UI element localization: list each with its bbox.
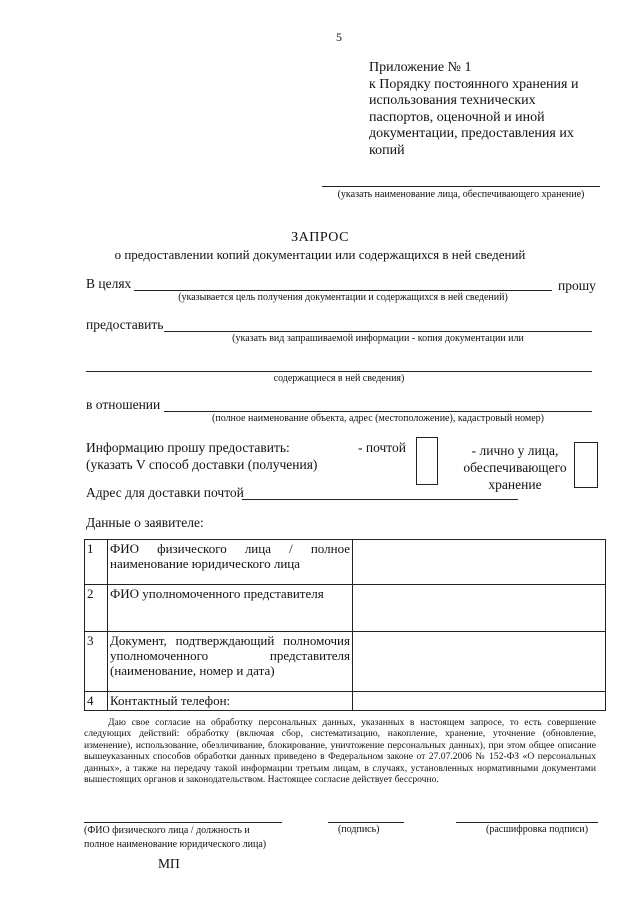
annex-header xyxy=(369,60,609,159)
row-number: 4 xyxy=(85,692,108,711)
signature-caption: (подпись) xyxy=(338,824,380,835)
applicant-table xyxy=(84,539,606,711)
purpose-after-label: прошу xyxy=(558,278,596,293)
delivery-personal-checkbox[interactable] xyxy=(574,442,598,488)
row-number: 1 xyxy=(85,540,108,585)
name-caption-line: полное наименование юридического лица) xyxy=(84,839,267,850)
provide-label: предоставить xyxy=(86,317,164,332)
signature-field[interactable] xyxy=(328,822,404,823)
annex-line: Приложение № 1 xyxy=(369,60,472,75)
applicant-heading: Данные о заявителе: xyxy=(86,515,204,530)
row-label: Контактный телефон: xyxy=(108,692,353,711)
table-row xyxy=(85,540,606,585)
provide-field-continued[interactable] xyxy=(86,371,592,372)
name-caption xyxy=(84,824,266,852)
address-field[interactable] xyxy=(242,499,518,500)
provide-field[interactable] xyxy=(164,331,592,332)
delivery-personal-line: обеспечивающего xyxy=(463,460,567,475)
row-number: 2 xyxy=(85,585,108,632)
consent-text: Даю свое согласие на обработку персональных данных, указанных в настоящем запросе, то есть совершение следующих действий: обработку (включая сбор, систематизацию, накопление, хранение, уточнение (обновление, изменение), использование, обезличивание, блокирование, уничтожение персональных данных), при этом общее описание вышеуказанных способов обработки данных приведено в Федеральном законе от 27.07.2006 № 152-ФЗ «О персональных данных», а также на передачу такой информации третьим лицам, в случаях, установленных нормативными документами вышестоящих органов и законодательством. Настоящее согласие действует бессрочно. xyxy=(84,717,596,786)
holder-caption: (указать наименование лица, обеспечивающего хранение) xyxy=(337,189,585,200)
purpose-field[interactable] xyxy=(134,290,552,291)
row-value-field[interactable] xyxy=(353,585,606,632)
annex-line: использования технических xyxy=(369,93,536,108)
table-row xyxy=(85,692,606,711)
provide-caption-1: (указать вид запрашиваемой информации - копия документации или xyxy=(232,333,524,344)
delivery-personal-line: хранение xyxy=(488,477,542,492)
row-number: 3 xyxy=(85,632,108,692)
annex-line: паспортов, оценочной и иной xyxy=(369,109,545,125)
signature-decode-field[interactable] xyxy=(456,822,598,823)
row-value-field[interactable] xyxy=(353,632,606,692)
annex-line: документации, предоставления их xyxy=(369,126,574,141)
row-label: ФИО физического лица / полное наименование юридического лица xyxy=(108,540,353,585)
annex-line: копий xyxy=(369,142,405,158)
regarding-label: в отношении xyxy=(86,397,161,412)
provide-caption-2: содержащиеся в ней сведения) xyxy=(273,373,405,384)
name-caption-line: (ФИО физического лица / должность и xyxy=(84,825,250,836)
delivery-mail-checkbox[interactable] xyxy=(416,437,438,485)
row-value-field[interactable] xyxy=(353,692,606,711)
name-signature-field[interactable] xyxy=(84,822,282,823)
holder-name-field[interactable] xyxy=(322,186,600,187)
row-label: ФИО уполномоченного представителя xyxy=(108,585,353,632)
table-row xyxy=(85,632,606,692)
delivery-personal-line: - лично у лица, xyxy=(471,443,559,458)
page-number: 5 xyxy=(336,30,342,44)
document-subtitle: о предоставлении копий документации или содержащихся в ней сведений xyxy=(114,247,526,262)
delivery-label: Информацию прошу предоставить: xyxy=(86,440,290,455)
annex-line: к Порядку постоянного хранения и xyxy=(369,76,579,92)
address-label: Адрес для доставки почтой xyxy=(86,485,244,500)
delivery-mail-option: - почтой xyxy=(358,440,406,455)
regarding-field[interactable] xyxy=(164,411,592,412)
row-label: Документ, подтверждающий полномочия уполномоченного представителя (наименование, номер и дата) xyxy=(108,632,353,692)
purpose-caption: (указывается цель получения документации и содержащихся в ней сведений) xyxy=(178,292,508,303)
decode-caption: (расшифровка подписи) xyxy=(486,824,589,835)
regarding-caption: (полное наименование объекта, адрес (местоположение), кадастровый номер) xyxy=(212,413,544,424)
delivery-instruction: (указать V способ доставки (получения) xyxy=(86,457,318,472)
document-title: ЗАПРОС xyxy=(291,230,349,245)
table-row xyxy=(85,585,606,632)
row-value-field[interactable] xyxy=(353,540,606,585)
delivery-personal-option xyxy=(456,442,574,493)
purpose-label: В целях xyxy=(86,276,132,291)
stamp-label: МП xyxy=(158,856,180,871)
